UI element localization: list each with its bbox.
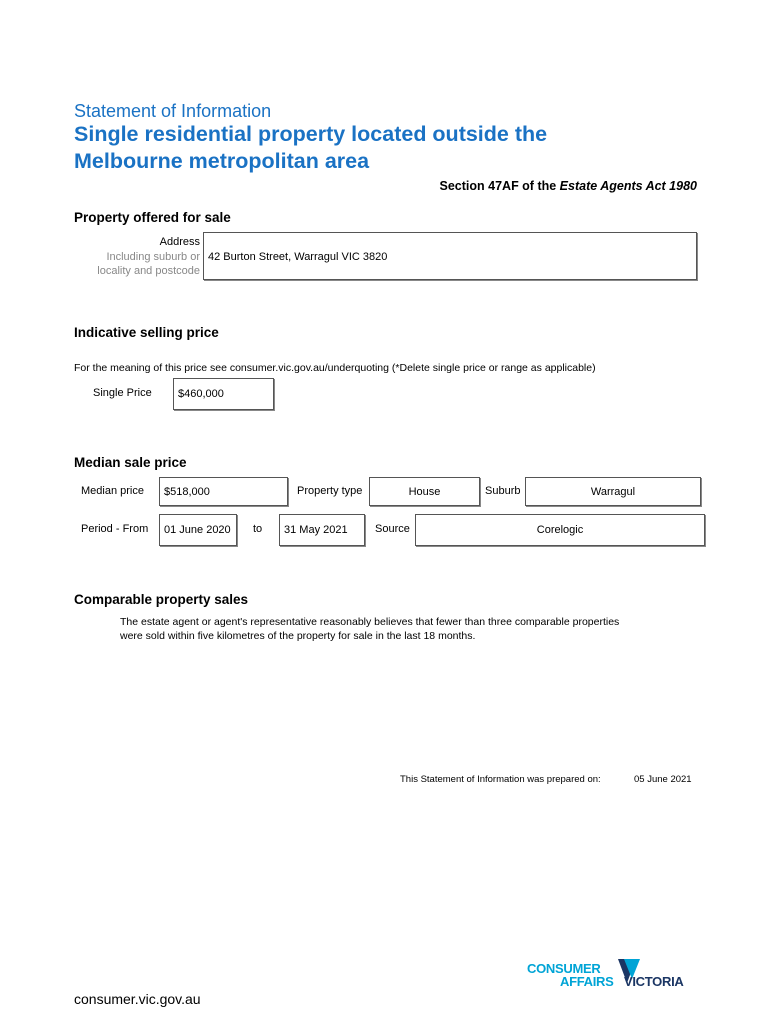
comparable-text-line-2: were sold within five kilometres of the property for sale in the last 18 months. [120,630,476,642]
address-hint-2: locality and postcode [97,265,200,277]
address-label-block [97,235,200,279]
suburb-label: Suburb [485,485,521,497]
title-line-2: Melbourne metropolitan area [74,149,370,173]
logo-victoria: VICTORIA [624,974,684,989]
comparable-heading: Comparable property sales [74,592,249,607]
statement-label: Statement of Information [74,101,272,121]
comparable-text-line-1: The estate agent or agent's representative reasonably believes that fewer than three comparable properties [120,616,620,628]
property-heading: Property offered for sale [74,210,231,225]
page-title [74,121,694,175]
to-label: to [253,523,263,535]
prepared-date: 05 June 2021 [634,774,692,785]
logo-affairs: AFFAIRS [560,974,614,989]
period-label: Period - From [81,523,149,535]
median-price-label: Median price [81,485,144,497]
address-field[interactable]: 42 Burton Street, Warragul VIC 3820 [203,232,697,280]
period-to-field[interactable]: 31 May 2021 [279,514,365,546]
address-label: Address [159,236,200,248]
section-prefix: Section 47AF of the [439,179,560,193]
source-label: Source [375,523,410,535]
consumer-affairs-victoria-logo [524,957,704,997]
prepared-label: This Statement of Information was prepared on: [400,774,601,785]
footer-url[interactable]: consumer.vic.gov.au [74,991,201,1007]
suburb-field[interactable]: Warragul [525,477,701,506]
indicative-heading: Indicative selling price [74,325,219,340]
address-hint-1: Including suburb or [106,250,200,263]
median-heading: Median sale price [74,455,187,470]
section-reference [440,179,697,193]
single-price-field[interactable]: $460,000 [173,378,274,410]
property-type-label: Property type [297,485,363,497]
comparable-text [120,615,690,643]
logo-consumer: CONSUMER [527,961,601,976]
act-name: Estate Agents Act 1980 [559,179,697,193]
indicative-note: For the meaning of this price see consumer.vic.gov.au/underquoting (*Delete single price or range as applicable) [74,362,596,374]
median-price-field[interactable]: $518,000 [159,477,288,506]
single-price-label: Single Price [93,387,152,399]
period-from-field[interactable]: 01 June 2020 [159,514,237,546]
property-type-field[interactable]: House [369,477,480,506]
source-field[interactable]: Corelogic [415,514,705,546]
title-line-1: Single residential property located outside the [74,122,548,146]
